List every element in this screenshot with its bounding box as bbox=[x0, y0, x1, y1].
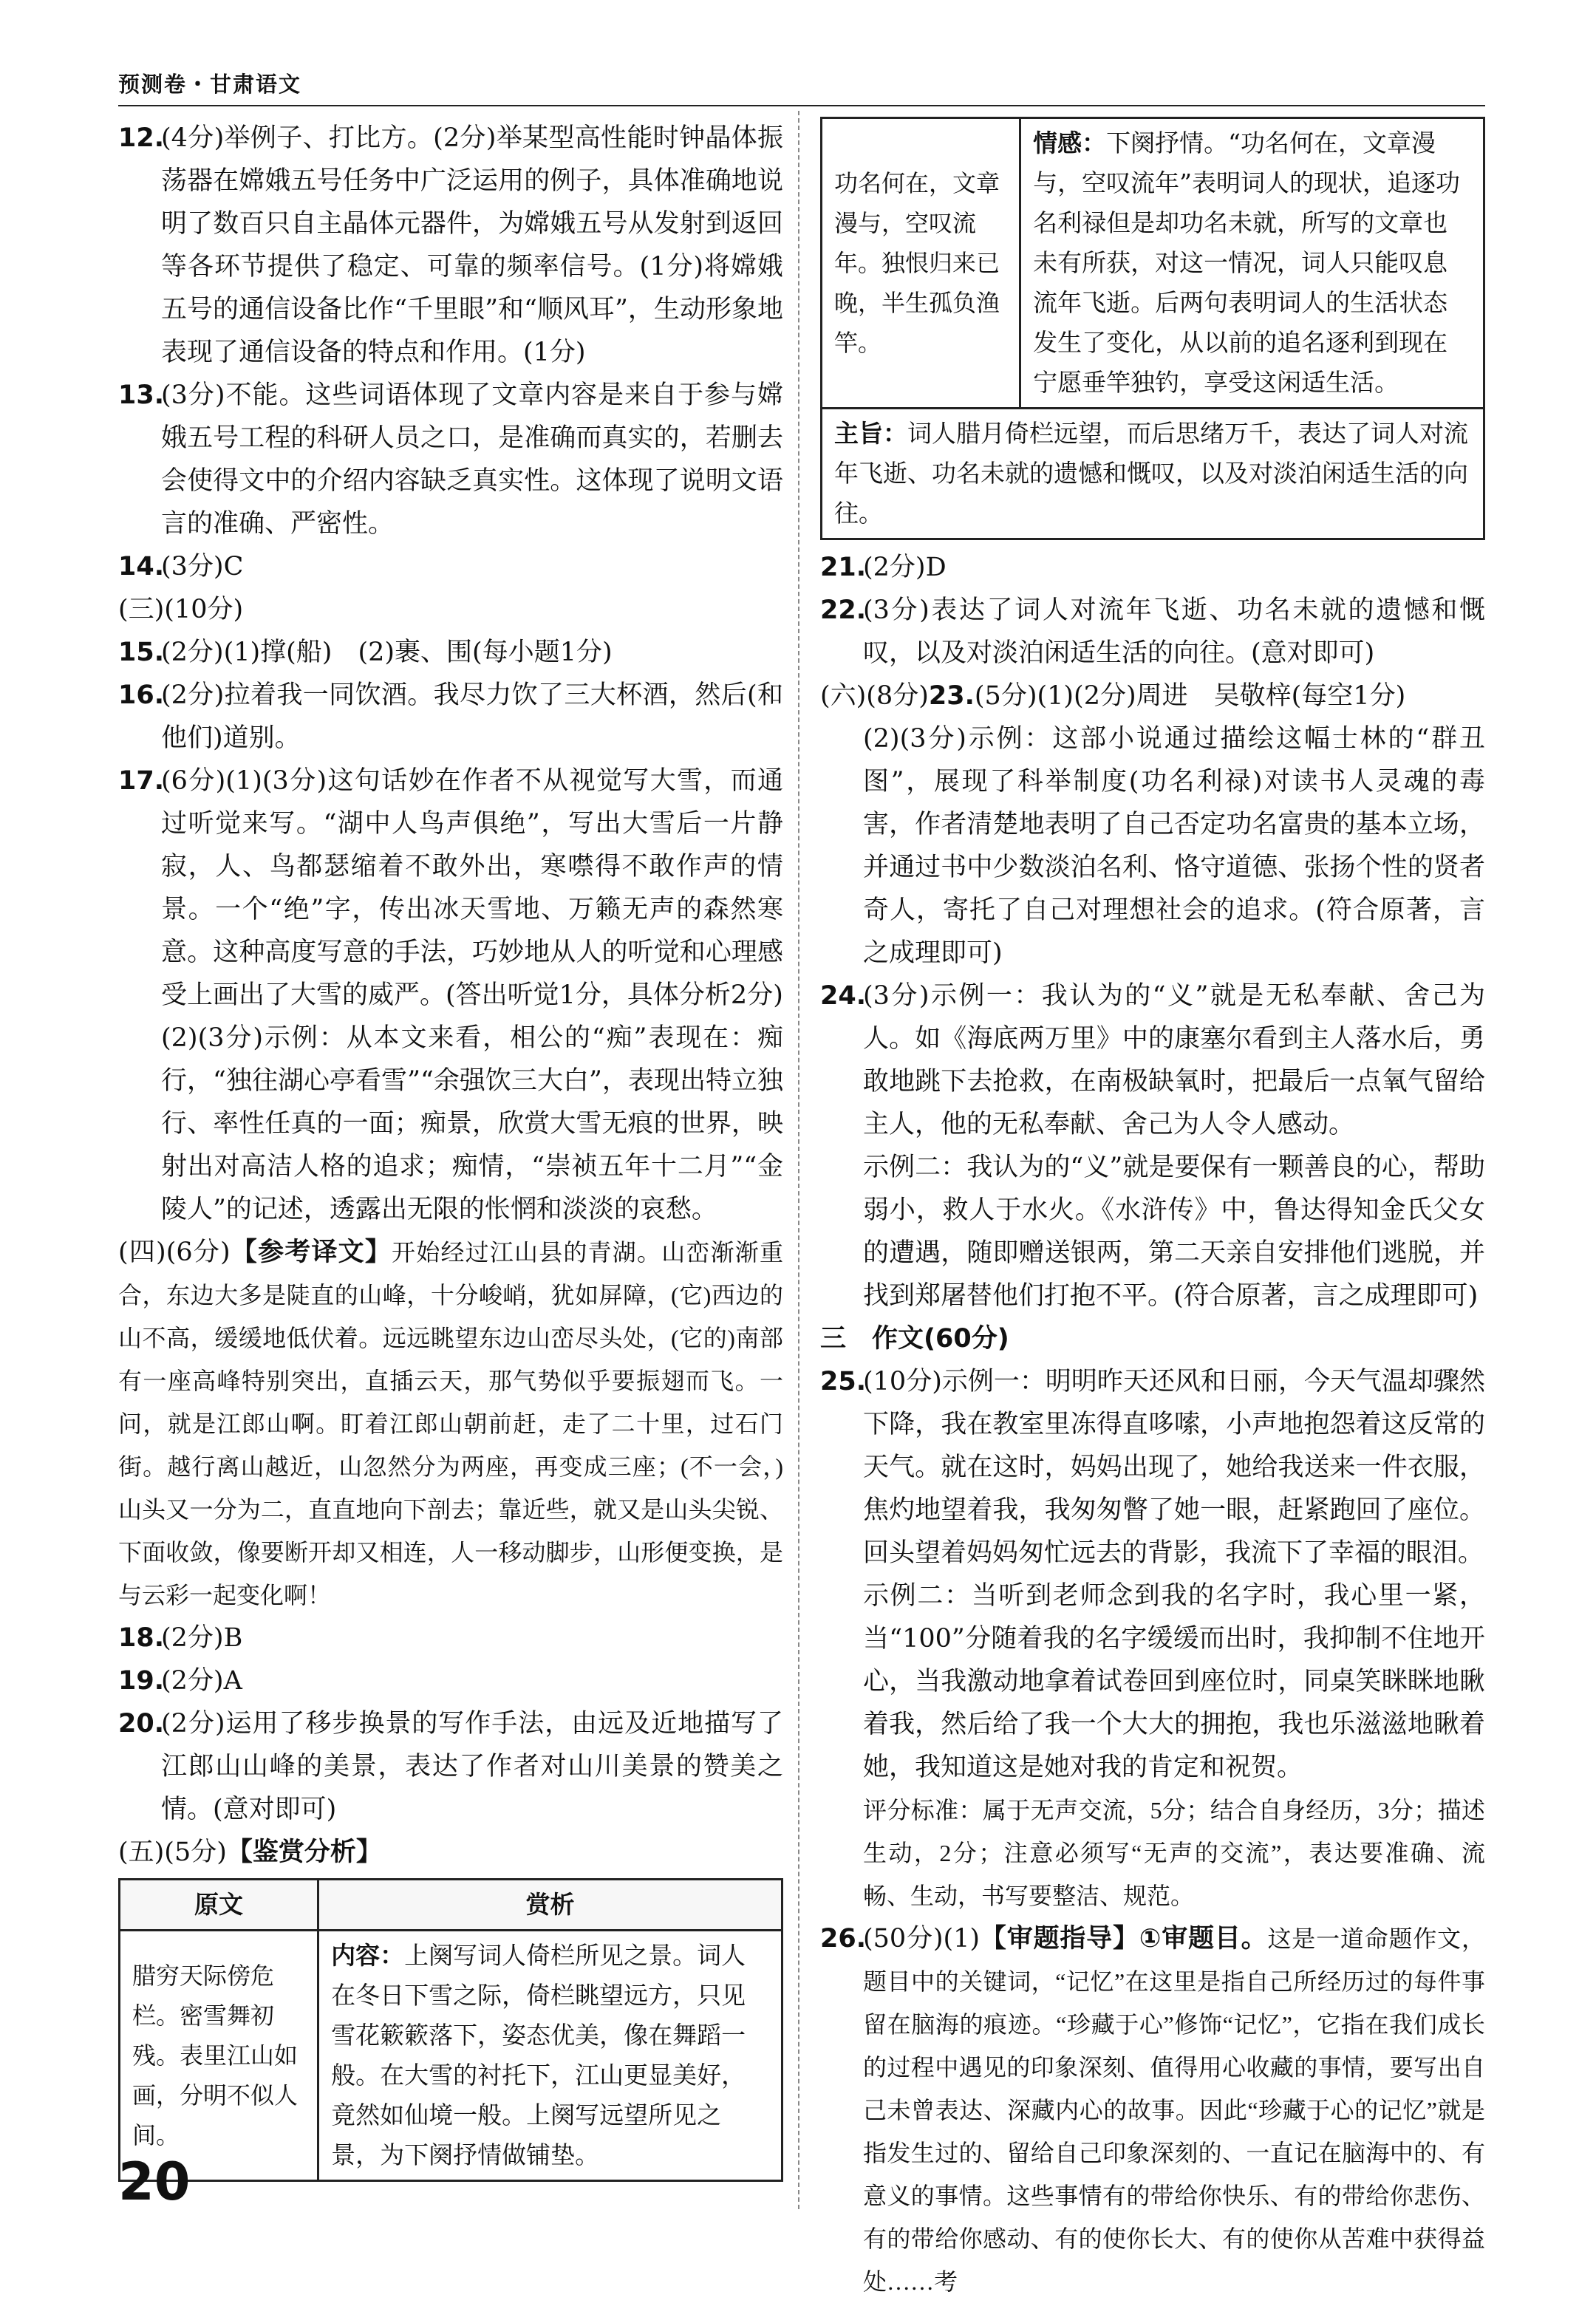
answer-text: (2分)A bbox=[161, 1666, 242, 1696]
emotion-label: 情感： bbox=[1033, 129, 1107, 157]
question-number: 12. bbox=[118, 123, 165, 153]
question-number: 16. bbox=[118, 680, 165, 710]
guidance-tag: 【审题指导】 bbox=[980, 1924, 1139, 1954]
question-number: 14. bbox=[118, 552, 165, 581]
table-row bbox=[120, 1931, 782, 2181]
answer-25-example-2: 示例二：当听到老师念到我的名字时，我心里一紧，当“100”分随着我的名字缓缓而出时，我抑制不住地开心，当我激动地拿着试卷回到座位时，同桌笑眯眯地瞅着我，然后给了我一个大大的拥抱，我也乐滋滋地瞅着她，我知道这是她对我的肯定和祝贺。 bbox=[863, 1581, 1485, 1782]
answer-text: (3分)C bbox=[161, 552, 244, 581]
essay-section-heading: 三 作文(60分) bbox=[820, 1324, 1009, 1354]
summary-cell bbox=[822, 409, 1484, 539]
answer-25 bbox=[820, 1360, 1485, 1574]
column-divider bbox=[798, 111, 799, 2209]
question-number: 26. bbox=[820, 1924, 867, 1954]
page-number: 20 bbox=[118, 2152, 191, 2212]
answer-text: (2分)B bbox=[161, 1623, 243, 1653]
guidance-text: 这是一道命题作文，题目中的关键词，“记忆”在这里是指自己所经历过的每件事留在脑海的痕迹。“珍藏于心”修饰“记忆”，它指在我们成长的过程中遇见的印象深刻、值得用心收藏的事情，要写出自己未曾表达、深藏内心的故事。因此“珍藏于心的记忆”就是指发生过的、留给自己印象深刻的、一直记在脑海中的、有意义的事情。这些事情有的带给你快乐、有的带给你悲伤、有的带给你感动、有的使你长大、有的使你从苦难中获得益处……考 bbox=[863, 1925, 1485, 2295]
question-number: 19. bbox=[118, 1666, 165, 1696]
section-4-heading: (四)(6分) bbox=[118, 1238, 231, 1267]
answer-text: (5分)(1)(2分)周进 吴敬梓(每空1分) bbox=[974, 681, 1406, 711]
summary-text: 词人腊月倚栏远望，而后思绪万千，表达了词人对流年飞逝、功名未就的遗憾和慨叹，以及对淡泊闲适生活的向往。 bbox=[834, 419, 1468, 528]
page-header: 预测卷・甘肃语文 bbox=[118, 72, 302, 97]
original-text-cell: 腊穷天际傍危栏。密雪舞初残。表里江山如画，分明不似人间。 bbox=[120, 1931, 318, 2181]
section-5-heading: (五)(5分) bbox=[118, 1838, 227, 1867]
question-number: 25. bbox=[820, 1367, 867, 1396]
appreciation-tag: 【鉴赏分析】 bbox=[226, 1838, 382, 1867]
reference-translation-tag: 【参考译文】 bbox=[230, 1238, 392, 1267]
answer-text: (3分)示例一：我认为的“义”就是无私奉献、舍己为人。如《海底两万里》中的康塞尔看到主人落水后，勇敢地跳下去抢救，在南极缺氧时，把最后一点氧气留给主人，他的无私奉献、舍己为人令人感动。 bbox=[863, 981, 1485, 1139]
answer-14 bbox=[118, 545, 783, 588]
analysis-cell bbox=[318, 1931, 782, 2181]
answer-text: (3分)不能。这些词语体现了文章内容是来自于参与嫦娥五号工程的科研人员之口，是准确而真实的，若删去会使得文中的介绍内容缺乏真实性。这体现了说明文语言的准确、严密性。 bbox=[161, 381, 783, 539]
table-header-row bbox=[120, 1880, 782, 1931]
question-number: 13. bbox=[118, 381, 165, 410]
original-text-cell: 功名何在，文章漫与，空叹流年。独恨归来已晚，半生孤负渔竿。 bbox=[822, 118, 1020, 409]
question-number: 18. bbox=[118, 1623, 165, 1653]
analysis-text: 下阕抒情。“功名何在，文章漫与，空叹流年”表明词人的现状，追逐功名利禄但是却功名未就，所写的文章也未有所获，对这一情况，词人只能叹息流年飞逝。后两句表明词人的生活状态发生了变化，从以前的追名逐利到现在宁愿垂竿独钓，享受这闲适生活。 bbox=[1033, 129, 1460, 397]
content-label: 内容： bbox=[331, 1941, 405, 1970]
header-rule bbox=[118, 105, 1485, 106]
answer-17-part-2: (2)(3分)示例：从本文来看，相公的“痴”表现在：痴行，“独往湖心亭看雪”“余强饮三大白”，表现出特立独行、率性任真的一面；痴景，欣赏大雪无痕的世界，映射出对高洁人格的追求；痴情，“崇祯五年十二月”“金陵人”的记述，透露出无限的怅惘和淡淡的哀愁。 bbox=[161, 1023, 783, 1224]
answer-22 bbox=[820, 589, 1485, 675]
right-column bbox=[820, 117, 1485, 2303]
section-6-heading: (六)(8分) bbox=[820, 681, 929, 711]
answer-12 bbox=[118, 117, 783, 374]
question-number: 15. bbox=[118, 638, 165, 667]
answer-13 bbox=[118, 374, 783, 545]
sub-heading: ①审题目。 bbox=[1139, 1924, 1268, 1954]
answer-20 bbox=[118, 1702, 783, 1831]
answer-text: (2分)运用了移步换景的写作手法，由远及近地描写了江郎山山峰的美景，表达了作者对山川美景的赞美之情。(意对即可) bbox=[161, 1709, 783, 1824]
answer-text: (2分)D bbox=[863, 553, 947, 582]
answer-text: (2分)拉着我一同饮酒。我尽力饮了三大杯酒，然后(和他们)道别。 bbox=[161, 680, 783, 753]
question-number: 24. bbox=[820, 981, 867, 1011]
table-row bbox=[822, 118, 1484, 409]
answer-text: (2分)(1)撑(船) (2)裹、围(每小题1分) bbox=[161, 638, 613, 667]
question-number: 23. bbox=[928, 681, 975, 711]
translation-text: 开始经过江山县的青湖。山峦渐渐重合，东边大多是陡直的山峰，十分峻峭，犹如屏障，(它)西边的山不高，缓缓地低伏着。远远眺望东边山峦尽头处，(它的)南部有一座高峰特别突出，直插云天，那气势似乎要振翅而飞。一问，就是江郎山啊。盯着江郎山朝前赶，走了二十里，过石门街。越行离山越近，山忽然分为两座，再变成三座；(不一会，)山头又一分为二，直直地向下剖去；靠近些，就又是山头尖锐、下面收敛，像要断开却又相连，人一移动脚步，山形便变换，是与云彩一起变化啊！ bbox=[118, 1239, 783, 1608]
answer-26-body bbox=[863, 1917, 1485, 2303]
answer-26 bbox=[820, 1917, 1485, 2303]
appreciation-table-part-2 bbox=[820, 117, 1485, 540]
left-column bbox=[118, 117, 783, 2182]
answer-prefix: (50分)(1) bbox=[863, 1924, 981, 1954]
section-4 bbox=[118, 1231, 783, 1617]
question-number: 21. bbox=[820, 553, 867, 582]
question-number: 22. bbox=[820, 596, 867, 625]
appreciation-table-part-1 bbox=[118, 1878, 783, 2182]
answer-15 bbox=[118, 631, 783, 674]
question-number: 20. bbox=[118, 1709, 165, 1739]
section-6 bbox=[820, 675, 1485, 717]
scoring-criteria: 评分标准：属于无声交流，5分；结合自身经历，3分；描述生动，2分；注意必须写“无声的交流”，表达要准确、流畅、生动，书写要整洁、规范。 bbox=[863, 1797, 1485, 1909]
answer-text: (3分)表达了词人对流年飞逝、功名未就的遗憾和慨叹，以及对淡泊闲适生活的向往。(意对即可) bbox=[863, 596, 1485, 668]
section-3-heading: (三)(10分) bbox=[118, 595, 244, 624]
column-header-analysis: 赏析 bbox=[318, 1880, 782, 1931]
answer-17 bbox=[118, 760, 783, 1017]
question-number: 17. bbox=[118, 766, 165, 796]
analysis-cell bbox=[1020, 118, 1484, 409]
answer-24 bbox=[820, 975, 1485, 1146]
answer-18 bbox=[118, 1617, 783, 1659]
answer-21 bbox=[820, 546, 1485, 589]
analysis-text: 上阕写词人倚栏所见之景。词人在冬日下雪之际，倚栏眺望远方，只见雪花簌簌落下，姿态优美，像在舞蹈一般。在大雪的衬托下，江山更显美好，竟然如仙境一般。上阕写远望所见之景，为下阕抒情做铺垫。 bbox=[331, 1941, 746, 2169]
answer-24-example-2: 示例二：我认为的“义”就是要保有一颗善良的心，帮助弱小，救人于水火。《水浒传》中，鲁达得知金氏父女的遭遇，随即赠送银两，第二天亲自安排他们逃脱，并找到郑屠替他们打抱不平。(符合原著，言之成理即可) bbox=[863, 1153, 1485, 1311]
theme-label: 主旨： bbox=[834, 419, 907, 448]
section-5 bbox=[118, 1831, 783, 1874]
answer-16 bbox=[118, 674, 783, 760]
answer-19 bbox=[118, 1659, 783, 1702]
answer-text: (10分)示例一：明明昨天还风和日丽，今天气温却骤然下降，我在教室里冻得直哆嗦，小声地抱怨着这反常的天气。就在这时，妈妈出现了，她给我送来一件衣服，焦灼地望着我，我匆匆瞥了她一眼，赶紧跑回了座位。回头望着妈妈匆忙远去的背影，我流下了幸福的眼泪。 bbox=[863, 1367, 1485, 1568]
table-summary-row bbox=[822, 409, 1484, 539]
answer-text: (6分)(1)(3分)这句话妙在作者不从视觉写大雪，而通过听觉来写。“湖中人鸟声俱绝”，写出大雪后一片静寂，人、鸟都瑟缩着不敢外出，寒噤得不敢作声的情景。一个“绝”字，传出冰天雪地、万籁无声的森然寒意。这种高度写意的手法，巧妙地从人的听觉和心理感受上画出了大雪的威严。(答出听觉1分，具体分析2分) bbox=[161, 766, 783, 1010]
column-header-original: 原文 bbox=[120, 1880, 318, 1931]
answer-text: (4分)举例子、打比方。(2分)举某型高性能时钟晶体振荡器在嫦娥五号任务中广泛运用的例子，具体准确地说明了数百只自主晶体元器件，为嫦娥五号从发射到返回等各环节提供了稳定、可靠的频率信号。(1分)将嫦娥五号的通信设备比作“千里眼”和“顺风耳”，生动形象地表现了通信设备的特点和作用。(1分) bbox=[161, 123, 783, 367]
answer-23-part-2: (2)(3分)示例：这部小说通过描绘这幅士林的“群丑图”，展现了科举制度(功名利禄)对读书人灵魂的毒害，作者清楚地表明了自己否定功名富贵的基本立场，并通过书中少数淡泊名利、恪守道德、张扬个性的贤者奇人，寄托了自己对理想社会的追求。(符合原著，言之成理即可) bbox=[863, 724, 1485, 968]
